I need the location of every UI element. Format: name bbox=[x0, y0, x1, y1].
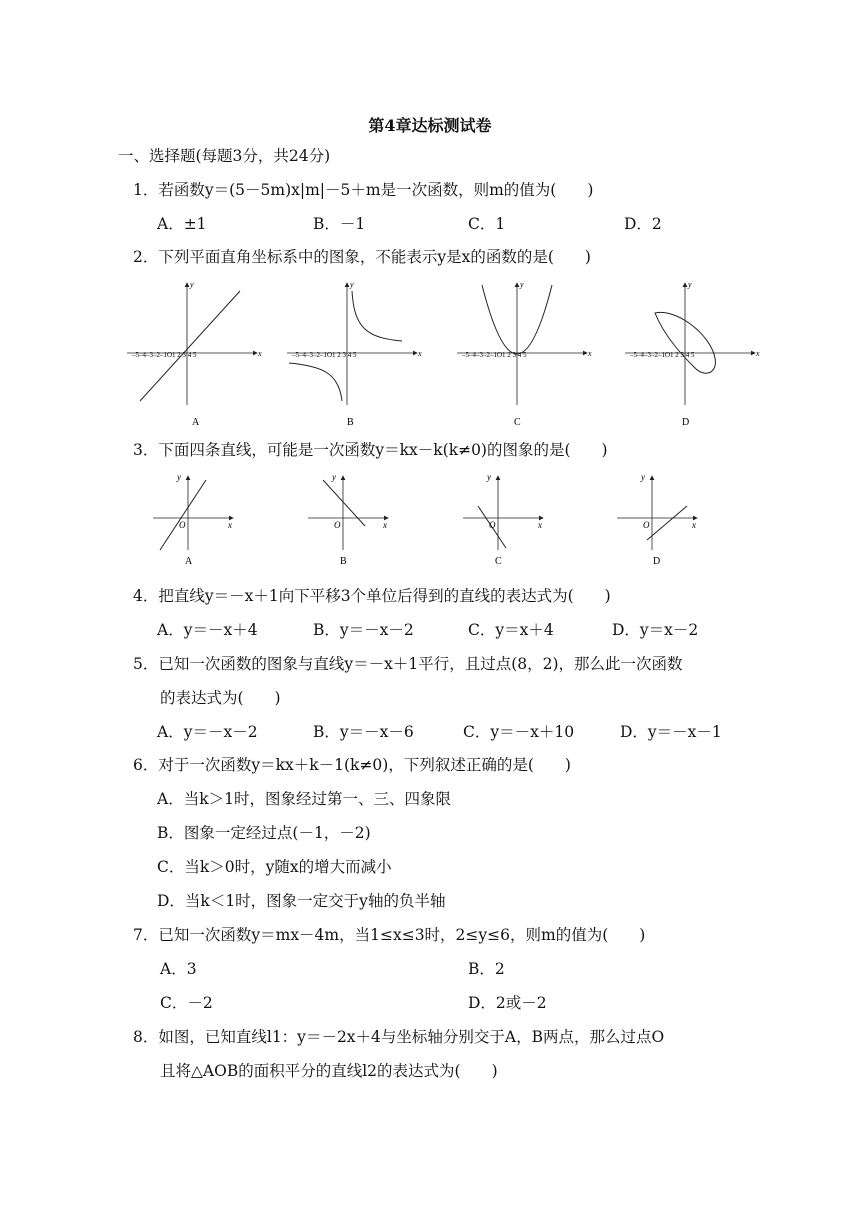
q5-option-d: D．y＝－x－1 bbox=[620, 723, 722, 741]
line-graph-c bbox=[463, 472, 543, 550]
q5-option-a: A．y＝－x－2 bbox=[157, 723, 258, 741]
svg-text:x: x bbox=[228, 520, 232, 530]
graph-label-d: D bbox=[682, 417, 690, 428]
q1-option-b: B．－1 bbox=[313, 215, 366, 233]
svg-text:x: x bbox=[756, 349, 760, 358]
question-5-line-2: 的表达式为( ) bbox=[160, 689, 281, 707]
question-8-line-1: 8．如图，已知直线l1：y＝－2x＋4与坐标轴分别交于A，B两点，那么过点O bbox=[133, 1028, 665, 1046]
line-graph-d bbox=[617, 472, 697, 550]
svg-text:O: O bbox=[643, 520, 650, 530]
svg-text:–5–4–3–2–1O1 2 3 4 5: –5–4–3–2–1O1 2 3 4 5 bbox=[630, 351, 695, 359]
svg-text:y: y bbox=[641, 472, 645, 482]
line-label-a: A bbox=[185, 556, 193, 567]
svg-text:y: y bbox=[190, 280, 194, 289]
q7-option-a: A．3 bbox=[160, 960, 197, 978]
svg-text:y: y bbox=[332, 472, 336, 482]
question-8-line-2: 且将△AOB的面积平分的直线l2的表达式为( ) bbox=[160, 1062, 498, 1080]
svg-text:x: x bbox=[383, 520, 387, 530]
svg-text:y: y bbox=[688, 280, 692, 289]
svg-text:O: O bbox=[334, 520, 341, 530]
graph-b bbox=[287, 280, 422, 405]
q6-option-b: B．图象一定经过点(－1，－2) bbox=[157, 824, 371, 842]
svg-text:x: x bbox=[588, 349, 592, 358]
q1-option-c: C．1 bbox=[468, 215, 506, 233]
q6-option-a: A．当k＞1时，图象经过第一、三、四象限 bbox=[157, 790, 451, 808]
x-ticks: –5–4–3–2–1O1 2 3 4 5 bbox=[132, 351, 197, 359]
graph-c bbox=[457, 280, 592, 405]
svg-text:x: x bbox=[538, 520, 542, 530]
graph-d bbox=[625, 280, 760, 405]
section-heading: 一、选择题(每题3分，共24分) bbox=[118, 147, 331, 165]
svg-text:y: y bbox=[350, 280, 354, 289]
line-graph-a bbox=[153, 472, 233, 550]
svg-text:O: O bbox=[179, 520, 186, 530]
q1-option-d: D．2 bbox=[624, 215, 662, 233]
svg-text:y: y bbox=[487, 472, 491, 482]
svg-text:x: x bbox=[258, 349, 262, 358]
q6-option-c: C．当k＞0时，y随x的增大而减小 bbox=[157, 858, 392, 876]
question-3: 3．下面四条直线，可能是一次函数y＝kx－k(k≠0)的图象的是( ) bbox=[133, 441, 608, 459]
q6-option-d: D．当k＜1时，图象一定交于y轴的负半轴 bbox=[157, 892, 446, 910]
page-title: 第4章达标测试卷 bbox=[368, 116, 492, 135]
question-6: 6．对于一次函数y＝kx＋k－1(k≠0)，下列叙述正确的是( ) bbox=[133, 756, 571, 774]
svg-text:x: x bbox=[692, 520, 696, 530]
q2-graphs bbox=[125, 278, 765, 433]
svg-text:–5–4–3–2–1O1 2 3 4 5: –5–4–3–2–1O1 2 3 4 5 bbox=[462, 351, 527, 359]
line-label-d: D bbox=[653, 556, 661, 567]
q5-option-c: C．y＝－x＋10 bbox=[463, 723, 575, 741]
q4-option-a: A．y＝－x＋4 bbox=[157, 621, 258, 639]
graph-label-a: A bbox=[192, 417, 200, 428]
question-1: 1．若函数y＝(5－5m)x|m|－5＋m是一次函数，则m的值为( ) bbox=[133, 181, 594, 199]
q3-graphs bbox=[145, 466, 725, 571]
graph-a bbox=[127, 280, 262, 405]
question-2: 2．下列平面直角坐标系中的图象，不能表示y是x的函数的是( ) bbox=[133, 248, 591, 266]
q4-option-d: D．y＝x－2 bbox=[612, 621, 699, 639]
svg-text:x: x bbox=[418, 349, 422, 358]
line-graph-b bbox=[308, 472, 388, 550]
question-7: 7．已知一次函数y＝mx－4m，当1≤x≤3时，2≤y≤6，则m的值为( ) bbox=[133, 926, 646, 944]
line-label-c: C bbox=[495, 556, 502, 567]
q7-option-b: B．2 bbox=[468, 960, 505, 978]
question-4: 4．把直线y＝－x＋1向下平移3个单位后得到的直线的表达式为( ) bbox=[133, 587, 611, 605]
line-label-b: B bbox=[340, 556, 347, 567]
q5-option-b: B．y＝－x－6 bbox=[313, 723, 414, 741]
graph-label-b: B bbox=[347, 417, 354, 428]
question-5-line-1: 5．已知一次函数的图象与直线y＝－x＋1平行，且过点(8，2)，那么此一次函数 bbox=[133, 655, 683, 673]
graph-label-c: C bbox=[514, 417, 521, 428]
svg-text:O: O bbox=[489, 520, 496, 530]
q7-option-d: D．2或－2 bbox=[468, 994, 547, 1012]
q1-option-a: A．±1 bbox=[157, 215, 207, 233]
svg-text:y: y bbox=[177, 472, 181, 482]
svg-text:y: y bbox=[520, 280, 524, 289]
q4-option-c: C．y＝x＋4 bbox=[468, 621, 554, 639]
svg-text:–5–4–3–2–1O1 2 3 4 5: –5–4–3–2–1O1 2 3 4 5 bbox=[292, 351, 357, 359]
q4-option-b: B．y＝－x－2 bbox=[313, 621, 414, 639]
q7-option-c: C．－2 bbox=[160, 994, 213, 1012]
